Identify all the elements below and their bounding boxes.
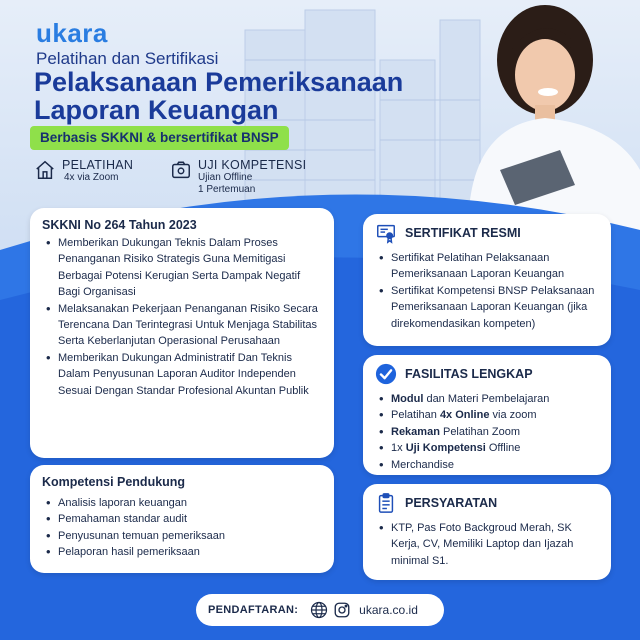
persyaratan-title: PERSYARATAN: [405, 496, 498, 510]
list-item: • Memberikan Dukungan Teknis Dalam Proses Penanganan Risiko Strategis Guna Memitigasi Berbagai Potensi Kerugian Serta Dampak Negatif Bagi Organisasi: [42, 235, 322, 301]
registration-bar: [196, 594, 444, 626]
feature-detail: Ujian Offline: [198, 172, 253, 183]
list-item: • Penyusunan temuan pemeriksaan: [42, 528, 322, 544]
kompetensi-title: Kompetensi Pendukung: [42, 475, 186, 489]
page-subtitle: Pelatihan dan Sertifikasi: [36, 49, 219, 68]
certificate-icon: [375, 222, 397, 244]
fasilitas-card: [363, 355, 611, 475]
persyaratan-card: [363, 484, 611, 580]
sertifikat-list: [375, 250, 599, 332]
feature-detail: 4x via Zoom: [64, 172, 119, 183]
sertifikat-card: [363, 214, 611, 346]
feature-label: UJI KOMPETENSI: [198, 158, 307, 172]
feature-uji-kompetensi: [170, 158, 306, 196]
feature-label: PELATIHAN: [62, 158, 134, 172]
website-link[interactable]: ukara.co.id: [359, 603, 418, 617]
list-item: • 1x Uji Kompetensi Offline: [375, 440, 599, 456]
list-item: • Merchandise: [375, 457, 599, 473]
list-item: • Modul dan Materi Pembelajaran: [375, 391, 599, 407]
persyaratan-list: [375, 520, 599, 569]
list-item: • Pelaporan hasil pemeriksaan: [42, 544, 322, 560]
skkni-badge: Berbasis SKKNI & bersertifikat BNSP: [30, 126, 289, 150]
skkni-list: [42, 235, 322, 399]
title-line-1: Pelaksanaan Pemeriksanaan: [34, 67, 404, 97]
list-item: • Rekaman Pelatihan Zoom: [375, 424, 599, 440]
home-icon: [34, 159, 56, 181]
kompetensi-list: [42, 495, 322, 561]
list-item: • Memberikan Dukungan Administratif Dan Teknis Dalam Penyusunan Laporan Auditor Independen Sesuai Dengan Standar Profesional Akuntan Publik: [42, 350, 322, 399]
sertifikat-title: SERTIFIKAT RESMI: [405, 226, 521, 240]
instagram-icon: [333, 601, 351, 619]
camera-icon: [170, 159, 192, 181]
skkni-card: [30, 208, 334, 458]
list-item: • Pemahaman standar audit: [42, 511, 322, 527]
fasilitas-list: [375, 391, 599, 473]
brand-logo: ukara: [36, 18, 108, 48]
fasilitas-title: FASILITAS LENGKAP: [405, 367, 533, 381]
clipboard-icon: [375, 492, 397, 514]
list-item: • Pelatihan 4x Online via zoom: [375, 407, 599, 423]
list-item: • Analisis laporan keuangan: [42, 495, 322, 511]
check-circle-icon: [375, 363, 397, 385]
list-item: • Sertifikat Pelatihan Pelaksanaan Pemeriksanaan Laporan Keuangan: [375, 250, 599, 283]
page-title: [34, 68, 434, 124]
title-line-2: Laporan Keuangan: [34, 95, 279, 125]
feature-detail: 1 Pertemuan: [198, 184, 256, 195]
list-item: • KTP, Pas Foto Backgroud Merah, SK Kerja, CV, Memiliki Laptop dan Ijazah minimal S1.: [375, 520, 599, 569]
registration-label: PENDAFTARAN:: [208, 604, 299, 616]
list-item: • Melaksanakan Pekerjaan Penanganan Risiko Secara Terencana Dan Terintegrasi Untuk Menjaga Stabilitas Serta Keberlanjutan Operasional Perusahaan: [42, 301, 322, 350]
list-item: • Sertifikat Kompetensi BNSP Pelaksanaan Pemeriksanaan Laporan Keuangan (jika direkomendasikan kompeten): [375, 283, 599, 332]
feature-pelatihan: [34, 158, 133, 184]
skkni-title: SKKNI No 264 Tahun 2023: [42, 218, 197, 232]
globe-icon: [310, 601, 328, 619]
kompetensi-card: [30, 465, 334, 573]
